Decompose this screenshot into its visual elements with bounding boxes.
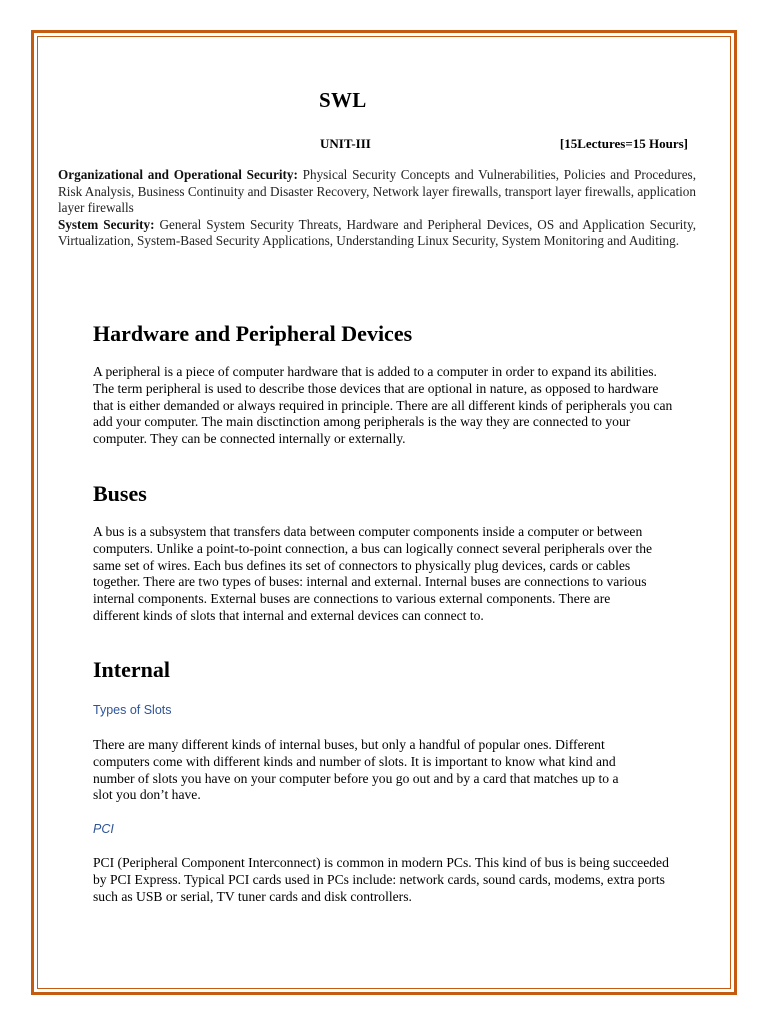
heading-internal: Internal <box>93 657 170 682</box>
syllabus-org-paragraph <box>58 167 696 217</box>
subheading-types-of-slots: Types of Slots <box>93 703 172 717</box>
document-title: SWL <box>319 88 367 112</box>
syllabus-sys-text: General System Security Threats, Hardware and Peripheral Devices, OS and Application Security, Virtualization, System-Based Security Applications, Understanding Linux Security, System Monitoring and Auditing. <box>58 216 697 248</box>
syllabus-sys-label: System Security: <box>58 216 155 232</box>
subheading-pci: PCI <box>93 822 114 836</box>
unit-label: UNIT-III <box>320 136 371 151</box>
syllabus-sys-paragraph <box>58 217 696 250</box>
heading-hardware: Hardware and Peripheral Devices <box>93 321 413 346</box>
paragraph-pci: PCI (Peripheral Component Interconnect) is common in modern PCs. This kind of bus is being succeeded by PCI Express. Typical PCI cards used in PCs include: network cards, sound cards, modems, extra ports such as USB or serial, TV tuner cards and disk controllers. <box>93 855 669 904</box>
syllabus-org-label: Organizational and Operational Security: <box>58 167 298 182</box>
heading-buses: Buses <box>93 481 147 506</box>
paragraph-hardware: A peripheral is a piece of computer hardware that is added to a computer in order to expand its abilities. The term peripheral is used to describe those devices that are optional in nature, as opposed to hardware that is either demanded or always required in principle. There are all different kinds of peripherals you can add your computer. The main disctinction among peripherals is the way they are connected to your computer. They can be connected internally or externally. <box>93 364 673 447</box>
paragraph-buses: A bus is a subsystem that transfers data between computer components inside a computer or between computers. Unlike a point-to-point connection, a bus can logically connect several peripherals over the same set of wires. Each bus defines its set of connectors to physically plug devices, cards or cables together. There are two types of buses: internal and external. Internal buses are connections to various internal components. External buses are connections to various external components. There are different kinds of slots that internal and external devices can connect to. <box>93 524 653 623</box>
syllabus-block <box>58 167 696 250</box>
lecture-hours: [15Lectures=15 Hours] <box>559 136 688 151</box>
paragraph-types-of-slots: There are many different kinds of internal buses, but only a handful of popular ones. Different computers come with different kinds and number of slots. It is important to know what kind and number of slots you have on your computer before you go out and by a card that matches up to a slot you don’t have. <box>93 737 619 803</box>
syllabus-org-text: Physical Security Concepts and Vulnerabilities, Policies and Procedures, Risk Analysis, Business Continuity and Disaster Recovery, Network layer firewalls, transport layer firewalls, application layer firewalls <box>58 167 696 215</box>
